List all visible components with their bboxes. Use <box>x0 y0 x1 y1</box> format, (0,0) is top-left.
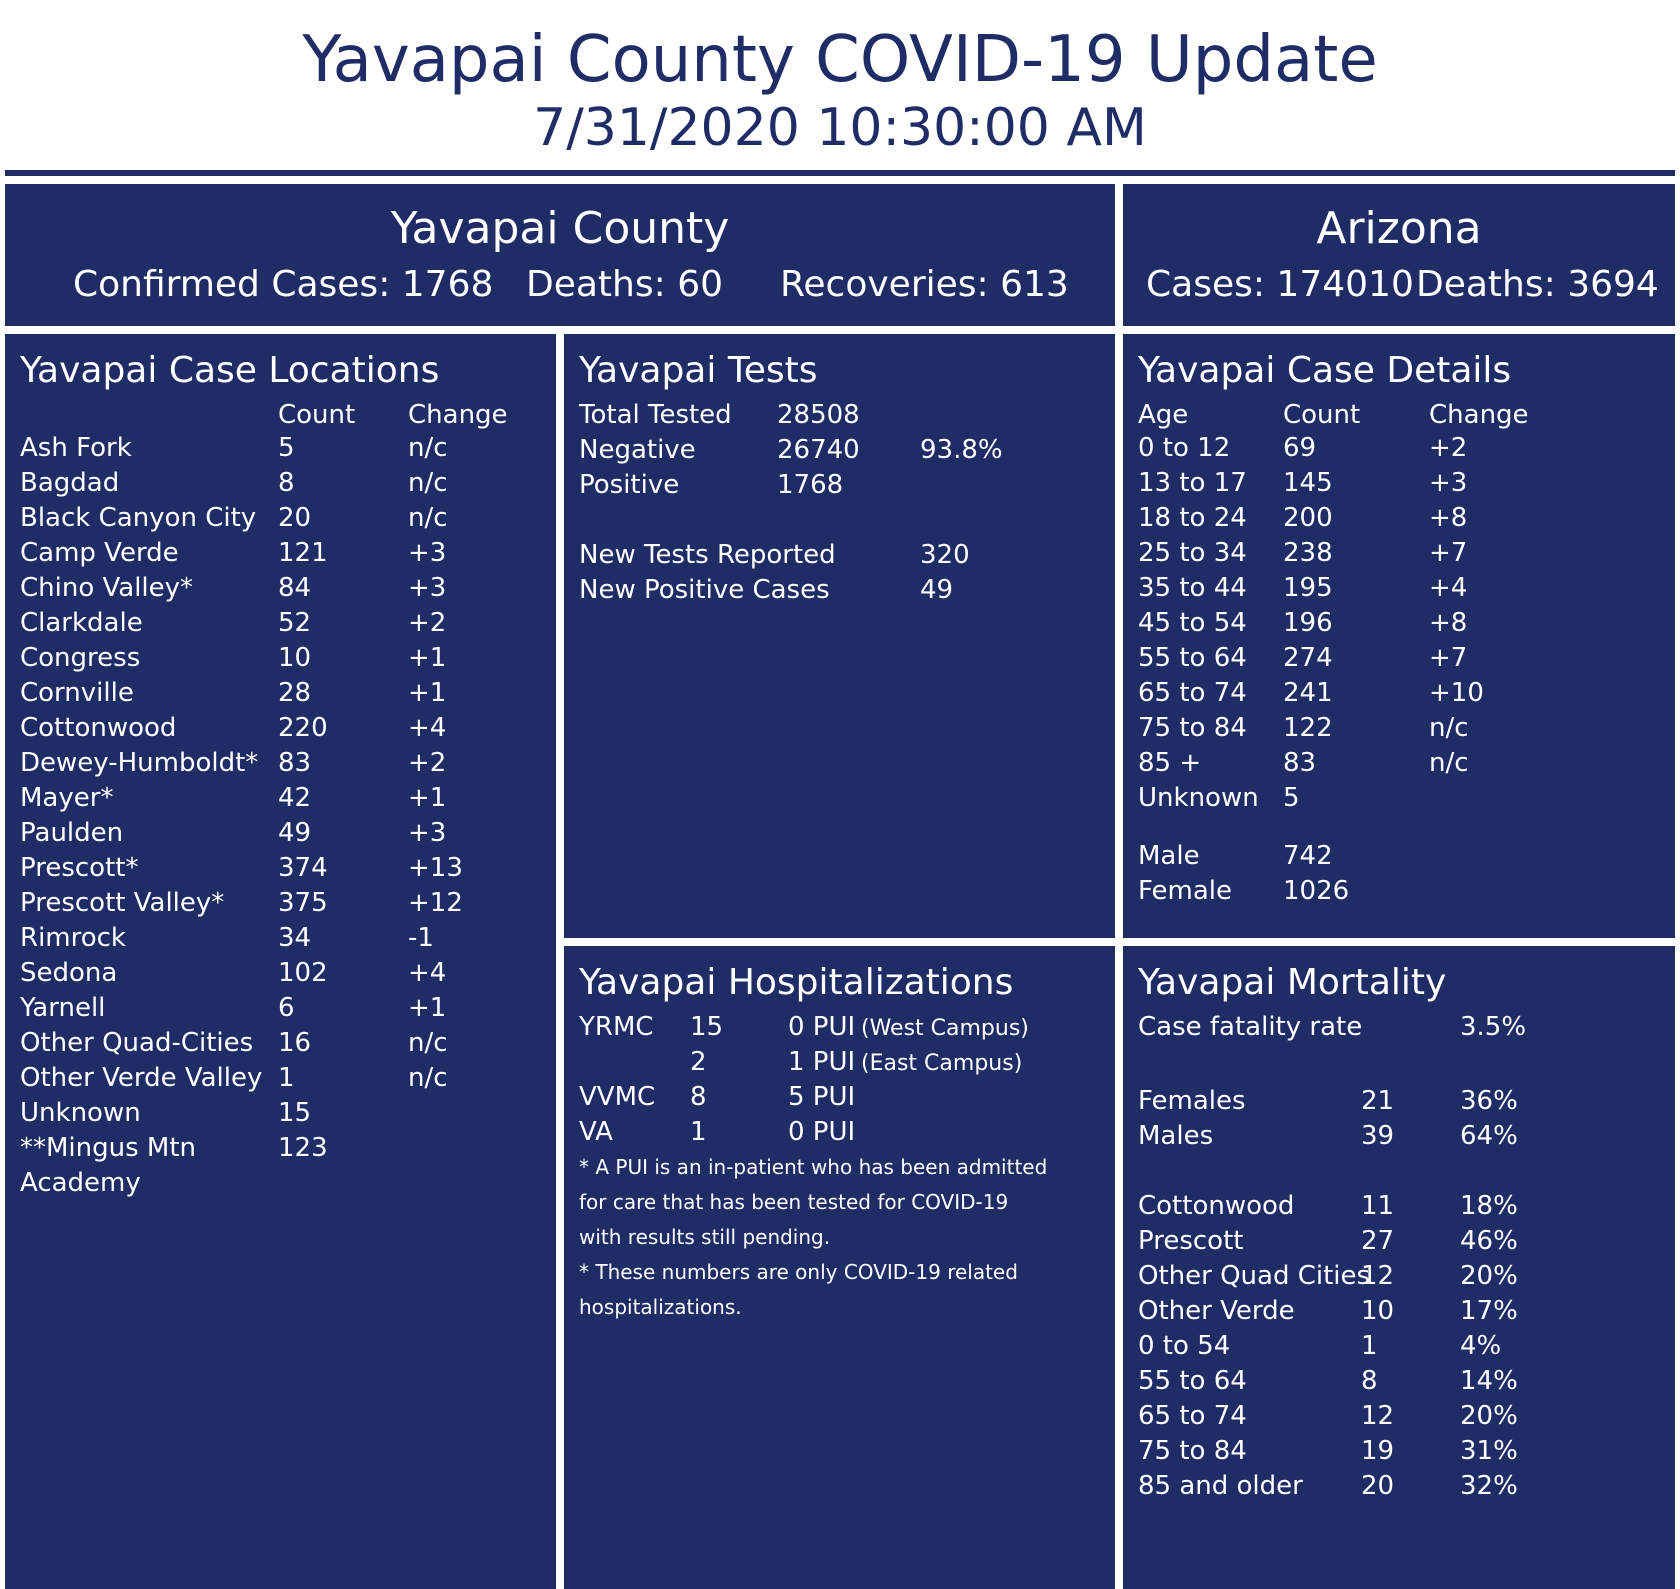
table-row <box>1123 431 1675 466</box>
mortality-gender-percent: 36% <box>1460 1086 1518 1116</box>
table-row <box>5 921 556 956</box>
hospital-count: 2 <box>690 1047 707 1077</box>
location-change: +3 <box>408 818 447 848</box>
col-header-change: Change <box>1429 400 1529 430</box>
age-count: 196 <box>1283 608 1333 638</box>
age-change: n/c <box>1429 748 1469 778</box>
table-row <box>5 991 556 1026</box>
location-count: 34 <box>278 923 312 953</box>
location-count: 6 <box>278 993 295 1023</box>
location-change: n/c <box>408 468 448 498</box>
age-change: +2 <box>1429 433 1468 463</box>
location-count: 374 <box>278 853 328 883</box>
table-row <box>5 956 556 991</box>
hospital-facility: VVMC <box>579 1082 656 1112</box>
table-row <box>5 746 556 781</box>
table-row <box>1123 711 1675 746</box>
location-change: n/c <box>408 1063 448 1093</box>
arizona-cases: Cases: 174010 <box>1146 264 1414 305</box>
mortality-age-count: 20 <box>1361 1471 1395 1501</box>
location-count: 8 <box>278 468 295 498</box>
test-percent: 93.8% <box>920 435 1003 465</box>
age-change: +8 <box>1429 608 1468 638</box>
location-change: +3 <box>408 573 447 603</box>
tests-panel <box>564 334 1115 938</box>
location-name: Unknown <box>20 1098 141 1128</box>
mortality-gender-label: Males <box>1138 1121 1214 1151</box>
location-name: Cottonwood <box>20 713 177 743</box>
location-count: 28 <box>278 678 312 708</box>
table-row <box>1123 466 1675 501</box>
location-count: 49 <box>278 818 312 848</box>
mortality-age-label: 75 to 84 <box>1138 1436 1247 1466</box>
mortality-age-percent: 32% <box>1460 1471 1518 1501</box>
age-count: 145 <box>1283 468 1333 498</box>
age-change: n/c <box>1429 713 1469 743</box>
test-value: 28508 <box>777 400 860 430</box>
age-count: 83 <box>1283 748 1317 778</box>
table-row <box>1123 746 1675 781</box>
mortality-location-count: 10 <box>1361 1296 1395 1326</box>
table-row <box>1123 1259 1675 1294</box>
table-row <box>564 1010 1115 1045</box>
case-details-title: Yavapai Case Details <box>1138 350 1512 391</box>
table-row <box>5 641 556 676</box>
location-change: +3 <box>408 538 447 568</box>
location-count: 20 <box>278 503 312 533</box>
new-test-value: 49 <box>920 575 954 605</box>
location-change: +12 <box>408 888 463 918</box>
table-row <box>564 468 1115 503</box>
mortality-gender-count: 39 <box>1361 1121 1395 1151</box>
hospitalizations-title: Yavapai Hospitalizations <box>579 962 1014 1003</box>
location-change: n/c <box>408 1028 448 1058</box>
mortality-title: Yavapai Mortality <box>1138 962 1447 1003</box>
footnote-line: hospitalizations. <box>579 1295 742 1319</box>
hospital-pui: 1 PUI <box>788 1047 856 1077</box>
table-row <box>1123 1329 1675 1364</box>
county-deaths: Deaths: 60 <box>526 264 723 305</box>
table-row <box>1123 1189 1675 1224</box>
location-count: 52 <box>278 608 312 638</box>
age-change: +7 <box>1429 643 1468 673</box>
age-group: 85 + <box>1138 748 1202 778</box>
hospital-count: 1 <box>690 1117 707 1147</box>
table-row <box>564 398 1115 433</box>
test-label: Negative <box>579 435 696 465</box>
hospital-pui: 0 PUI <box>788 1117 856 1147</box>
mortality-location-count: 12 <box>1361 1261 1395 1291</box>
table-row <box>564 1080 1115 1115</box>
location-change: +1 <box>408 643 447 673</box>
location-count: 15 <box>278 1098 312 1128</box>
location-name: Rimrock <box>20 923 126 953</box>
mortality-age-percent: 14% <box>1460 1366 1518 1396</box>
mortality-location-percent: 18% <box>1460 1191 1518 1221</box>
table-row <box>5 1026 556 1061</box>
mortality-location-percent: 46% <box>1460 1226 1518 1256</box>
age-group: 25 to 34 <box>1138 538 1247 568</box>
case-fatality-row <box>1123 1010 1675 1045</box>
table-row <box>5 466 556 501</box>
location-name: Mayer* <box>20 783 114 813</box>
table-row <box>5 781 556 816</box>
footnote-line: * A PUI is an in-patient who has been admitted <box>579 1155 1048 1179</box>
mortality-age-label: 55 to 64 <box>1138 1366 1247 1396</box>
location-count: 123 <box>278 1133 328 1163</box>
arizona-summary-panel <box>1123 184 1675 326</box>
table-row <box>1123 781 1675 816</box>
age-group: 75 to 84 <box>1138 713 1247 743</box>
table-row <box>1123 641 1675 676</box>
county-confirmed-cases: Confirmed Cases: 1768 <box>73 264 494 305</box>
location-name: Bagdad <box>20 468 120 498</box>
header-divider <box>5 170 1675 176</box>
table-row <box>1123 874 1675 909</box>
gender-label: Female <box>1138 876 1233 906</box>
location-count: 84 <box>278 573 312 603</box>
age-change: +7 <box>1429 538 1468 568</box>
mortality-age-count: 19 <box>1361 1436 1395 1466</box>
footnote-line: with results still pending. <box>579 1225 831 1249</box>
location-name: Chino Valley* <box>20 573 194 603</box>
table-row <box>564 1115 1115 1150</box>
table-row <box>5 1131 556 1166</box>
col-header-age: Age <box>1138 400 1189 430</box>
location-change: n/c <box>408 433 448 463</box>
table-row <box>564 1045 1115 1080</box>
case-locations-title: Yavapai Case Locations <box>20 350 440 391</box>
mortality-location-label: Cottonwood <box>1138 1191 1295 1221</box>
age-group: 0 to 12 <box>1138 433 1231 463</box>
location-name: Yarnell <box>20 993 106 1023</box>
table-row <box>1123 676 1675 711</box>
mortality-age-percent: 4% <box>1460 1331 1502 1361</box>
location-count: 1 <box>278 1063 295 1093</box>
mortality-panel <box>1123 946 1675 1589</box>
mortality-location-count: 11 <box>1361 1191 1395 1221</box>
age-count: 195 <box>1283 573 1333 603</box>
mortality-age-label: 65 to 74 <box>1138 1401 1247 1431</box>
location-name: Academy <box>20 1168 141 1198</box>
location-name: Black Canyon City <box>20 503 257 533</box>
tests-title: Yavapai Tests <box>579 350 818 391</box>
gender-count: 1026 <box>1283 876 1350 906</box>
age-count: 241 <box>1283 678 1333 708</box>
location-change: +2 <box>408 748 447 778</box>
age-group: Unknown <box>1138 783 1259 813</box>
table-row <box>1123 1084 1675 1119</box>
mortality-location-label: Other Quad Cities <box>1138 1261 1371 1291</box>
location-name: Clarkdale <box>20 608 143 638</box>
hospital-facility: VA <box>579 1117 613 1147</box>
location-count: 102 <box>278 958 328 988</box>
gender-count: 742 <box>1283 841 1333 871</box>
test-label: Positive <box>579 470 680 500</box>
hospital-count: 15 <box>690 1012 724 1042</box>
mortality-age-label: 85 and older <box>1138 1471 1303 1501</box>
case-fatality-value: 3.5% <box>1460 1012 1527 1042</box>
age-group: 45 to 54 <box>1138 608 1247 638</box>
gender-label: Male <box>1138 841 1200 871</box>
location-name: Other Quad-Cities <box>20 1028 254 1058</box>
col-header-count: Count <box>1283 400 1361 430</box>
mortality-location-percent: 20% <box>1460 1261 1518 1291</box>
table-row <box>5 816 556 851</box>
table-row <box>5 851 556 886</box>
age-count: 274 <box>1283 643 1333 673</box>
mortality-gender-percent: 64% <box>1460 1121 1518 1151</box>
age-change: +8 <box>1429 503 1468 533</box>
table-row <box>5 676 556 711</box>
location-name: Prescott Valley* <box>20 888 225 918</box>
location-name: Ash Fork <box>20 433 132 463</box>
mortality-location-label: Other Verde <box>1138 1296 1295 1326</box>
age-group: 65 to 74 <box>1138 678 1247 708</box>
mortality-location-count: 27 <box>1361 1226 1395 1256</box>
table-row <box>5 571 556 606</box>
table-row <box>1123 1364 1675 1399</box>
footnote-line: for care that has been tested for COVID-19 <box>579 1190 1009 1214</box>
age-count: 122 <box>1283 713 1333 743</box>
case-locations-panel <box>5 334 556 1589</box>
location-change: +4 <box>408 958 447 988</box>
location-count: 83 <box>278 748 312 778</box>
age-group: 55 to 64 <box>1138 643 1247 673</box>
table-row <box>1123 536 1675 571</box>
location-name: Sedona <box>20 958 118 988</box>
hospital-count: 8 <box>690 1082 707 1112</box>
age-change: +4 <box>1429 573 1468 603</box>
county-recoveries: Recoveries: 613 <box>780 264 1069 305</box>
age-group: 13 to 17 <box>1138 468 1247 498</box>
case-fatality-label: Case fatality rate <box>1138 1012 1363 1042</box>
hospital-campus: (East Campus) <box>861 1051 1023 1076</box>
location-count: 10 <box>278 643 312 673</box>
location-change: -1 <box>408 923 434 953</box>
location-count: 5 <box>278 433 295 463</box>
table-row <box>5 501 556 536</box>
age-count: 238 <box>1283 538 1333 568</box>
location-count: 42 <box>278 783 312 813</box>
location-name: Paulden <box>20 818 124 848</box>
table-row <box>5 1061 556 1096</box>
location-name: Dewey-Humboldt* <box>20 748 259 778</box>
table-row <box>564 433 1115 468</box>
age-group: 35 to 44 <box>1138 573 1247 603</box>
page-header <box>0 0 1680 170</box>
location-change: +1 <box>408 678 447 708</box>
age-count: 69 <box>1283 433 1317 463</box>
new-test-value: 320 <box>920 540 970 570</box>
table-row <box>1123 1224 1675 1259</box>
table-row <box>1123 606 1675 641</box>
location-count: 375 <box>278 888 328 918</box>
location-change: +13 <box>408 853 463 883</box>
location-name: Camp Verde <box>20 538 179 568</box>
location-name: Prescott* <box>20 853 139 883</box>
county-title: Yavapai County <box>390 203 730 254</box>
col-header-change: Change <box>408 400 508 430</box>
location-change: +4 <box>408 713 447 743</box>
table-row <box>1123 1434 1675 1469</box>
age-change: +10 <box>1429 678 1484 708</box>
hospital-pui: 0 PUI <box>788 1012 856 1042</box>
arizona-title: Arizona <box>1316 203 1482 254</box>
table-row <box>5 886 556 921</box>
location-count: 121 <box>278 538 328 568</box>
mortality-age-label: 0 to 54 <box>1138 1331 1231 1361</box>
mortality-age-percent: 31% <box>1460 1436 1518 1466</box>
mortality-gender-count: 21 <box>1361 1086 1395 1116</box>
table-row <box>5 711 556 746</box>
table-row <box>1123 501 1675 536</box>
case-details-header-row <box>1123 398 1675 433</box>
mortality-age-count: 1 <box>1361 1331 1378 1361</box>
table-row <box>1123 1294 1675 1329</box>
hospital-pui: 5 PUI <box>788 1082 856 1112</box>
location-change: +1 <box>408 783 447 813</box>
mortality-location-label: Prescott <box>1138 1226 1244 1256</box>
location-change: +2 <box>408 608 447 638</box>
location-name: Congress <box>20 643 141 673</box>
mortality-age-count: 12 <box>1361 1401 1395 1431</box>
test-label: Total Tested <box>579 400 732 430</box>
location-name: Other Verde Valley <box>20 1063 263 1093</box>
test-value: 26740 <box>777 435 860 465</box>
update-datetime: 7/31/2020 10:30:00 AM <box>533 98 1147 158</box>
table-row <box>5 1096 556 1131</box>
page-title: Yavapai County COVID-19 Update <box>302 23 1378 97</box>
table-row <box>564 573 1115 608</box>
table-row <box>1123 571 1675 606</box>
hospital-facility: YRMC <box>579 1012 654 1042</box>
table-row <box>5 606 556 641</box>
age-group: 18 to 24 <box>1138 503 1247 533</box>
mortality-age-count: 8 <box>1361 1366 1378 1396</box>
mortality-location-percent: 17% <box>1460 1296 1518 1326</box>
table-row <box>1123 1399 1675 1434</box>
location-change: n/c <box>408 503 448 533</box>
case-locations-header-row <box>5 398 556 433</box>
hospital-campus: (West Campus) <box>861 1016 1029 1041</box>
age-change: +3 <box>1429 468 1468 498</box>
location-name: Cornville <box>20 678 134 708</box>
table-row <box>1123 1119 1675 1154</box>
test-value: 1768 <box>777 470 844 500</box>
location-change: +1 <box>408 993 447 1023</box>
footnote-line: * These numbers are only COVID-19 related <box>579 1260 1018 1284</box>
col-header-count: Count <box>278 400 356 430</box>
county-summary-panel <box>5 184 1115 326</box>
hospitalizations-panel <box>564 946 1115 1589</box>
new-test-label: New Tests Reported <box>579 540 836 570</box>
location-name: **Mingus Mtn <box>20 1133 197 1163</box>
mortality-gender-label: Females <box>1138 1086 1246 1116</box>
table-row <box>564 538 1115 573</box>
location-count: 16 <box>278 1028 312 1058</box>
case-details-panel <box>1123 334 1675 938</box>
mortality-age-percent: 20% <box>1460 1401 1518 1431</box>
table-row <box>5 1166 556 1201</box>
table-row <box>1123 839 1675 874</box>
arizona-deaths: Deaths: 3694 <box>1416 264 1659 305</box>
age-count: 5 <box>1283 783 1300 813</box>
location-count: 220 <box>278 713 328 743</box>
table-row <box>5 536 556 571</box>
age-count: 200 <box>1283 503 1333 533</box>
table-row <box>5 431 556 466</box>
new-test-label: New Positive Cases <box>579 575 830 605</box>
table-row <box>1123 1469 1675 1504</box>
